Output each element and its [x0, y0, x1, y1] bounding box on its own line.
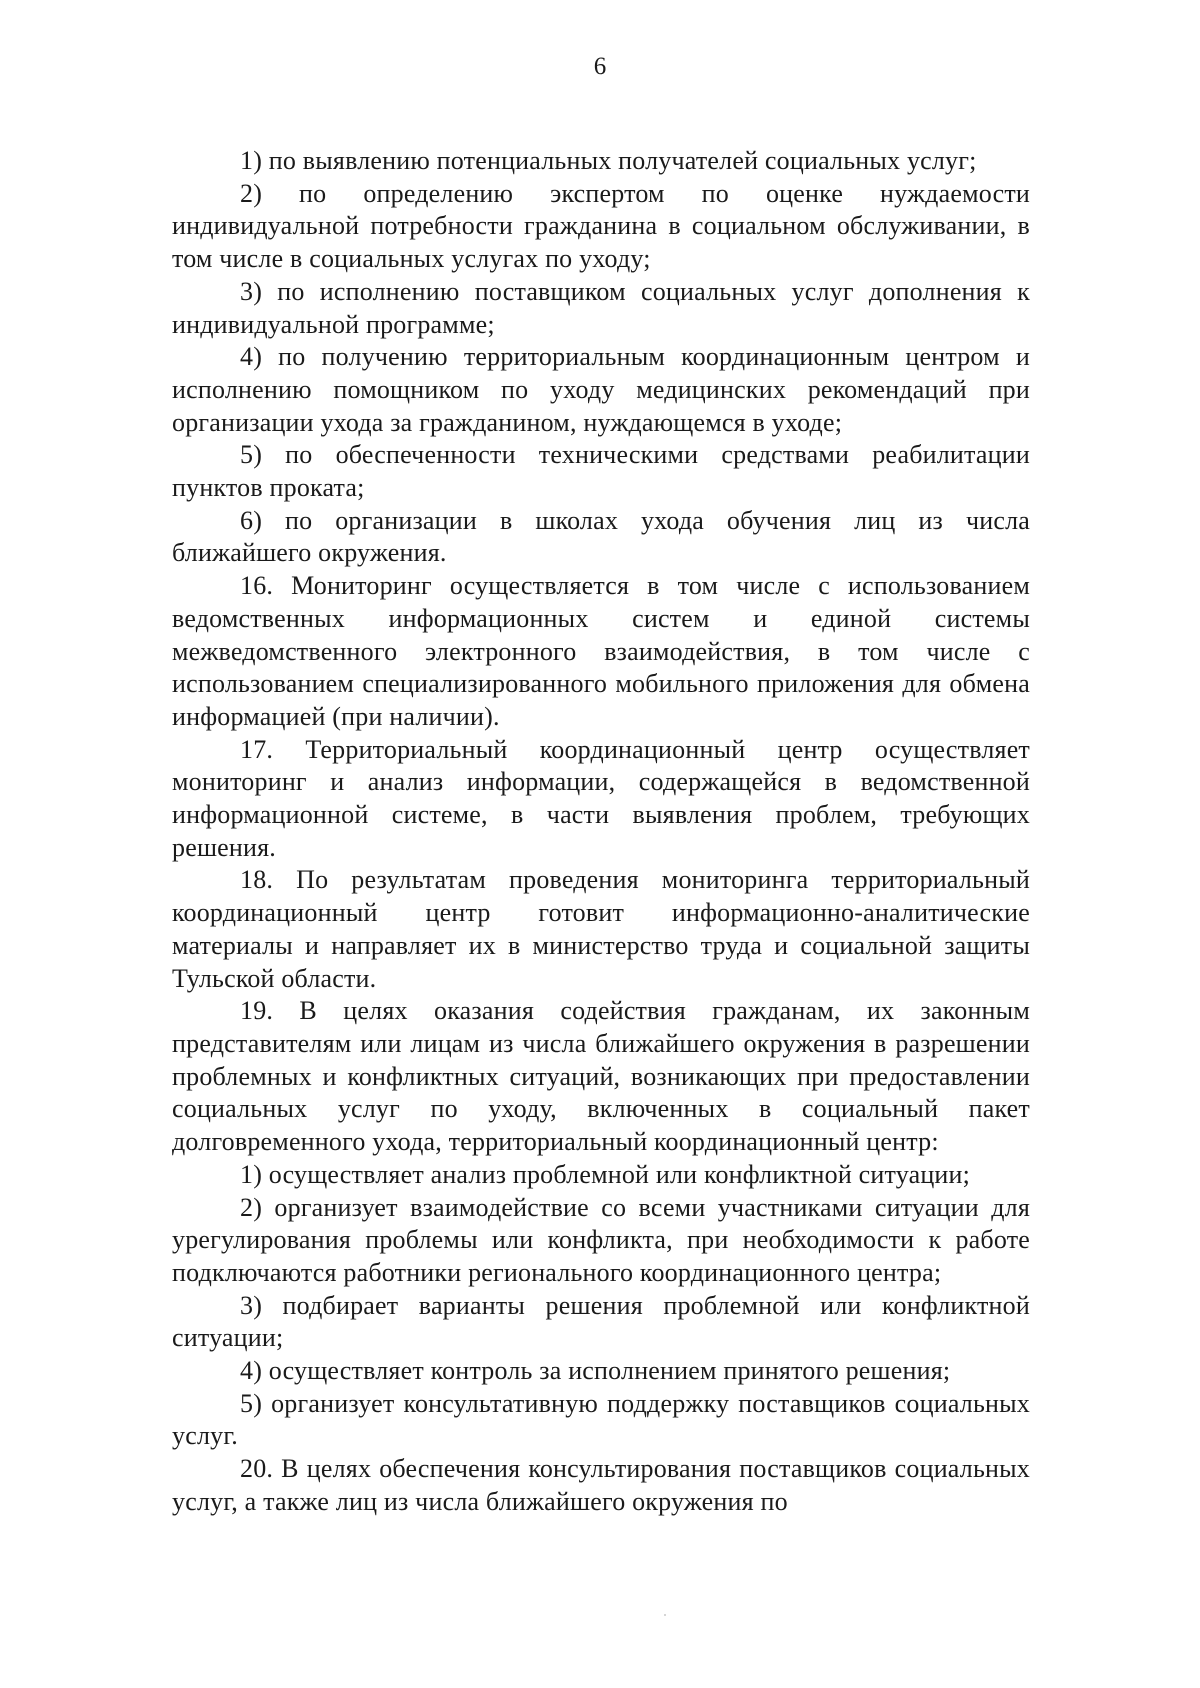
list-item-solutions: 3) подбирает варианты решения проблемной или конфликтной ситуации; [172, 1290, 1030, 1353]
list-item-interaction: 2) организует взаимодействие со всеми участниками ситуации для урегулирования проблемы или конфликта, при необходимости к работе подключаются работники регионального координационного центра; [172, 1192, 1030, 1287]
list-item-consulting-support: 5) организует консультативную поддержку поставщиков социальных услуг. [172, 1388, 1030, 1451]
clause-17: 17. Территориальный координационный центр осуществляет мониторинг и анализ информации, содержащейся в ведомственной информационной системе, в части выявления проблем, требующих решения. [172, 734, 1030, 862]
list-item-analysis: 1) осуществляет анализ проблемной или конфликтной ситуации; [240, 1159, 971, 1189]
list-item-expert-assessment: 2) по определению экспертом по оценке нуждаемости индивидуальной потребности гражданина в социальном обслуживании, в том числе в социальных услугах по уходу; [172, 178, 1030, 274]
list-item-program-supplement: 3) по исполнению поставщиком социальных услуг дополнения к индивидуальной программе; [172, 276, 1030, 339]
page-number: 6 [593, 53, 607, 80]
clause-16: 16. Мониторинг осуществляется в том числе с использованием ведомственных информационных систем и единой системы межведомственного электронного взаимодействия, в том числе с использованием специализированного мобильного приложения для обмена информацией (при наличии). [172, 571, 1030, 731]
list-item-identification: 1) по выявлению потенциальных получателей социальных услуг; [240, 146, 977, 175]
list-item-rehab-equipment: 5) по обеспеченности техническими средствами реабилитации пунктов проката; [172, 440, 1030, 503]
clause-18: 18. По результатам проведения мониторинга территориальный координационный центр готовит информационно-аналитические материалы и направляет их в министерство труда и социальной защиты Тульской области. [172, 865, 1030, 993]
list-item-care-schools: 6) по организации в школах ухода обучения лиц из числа ближайшего окружения. [172, 505, 1030, 568]
clause-19: 19. В целях оказания содействия гражданам, их законным представителям или лицам из числа ближайшего окружения в разрешении проблемных и конфликтных ситуаций, возникающих при предоставлении социальных услуг по уходу, включенных в социальный пакет долговременного ухода, территориальный координационный центр: [172, 996, 1030, 1157]
clause-20: 20. В целях обеспечения консультирования поставщиков социальных услуг, а также лиц из числа ближайшего окружения по [172, 1454, 1030, 1516]
document-body [172, 145, 1030, 1519]
scan-artifact [664, 1614, 666, 1616]
list-item-medical-recommendations: 4) по получению территориальным координационным центром и исполнению помощником по уходу медицинских рекомендаций при организации ухода за гражданином, нуждающемся в уходе; [172, 342, 1030, 437]
list-item-control: 4) осуществляет контроль за исполнением принятого решения; [240, 1356, 951, 1386]
